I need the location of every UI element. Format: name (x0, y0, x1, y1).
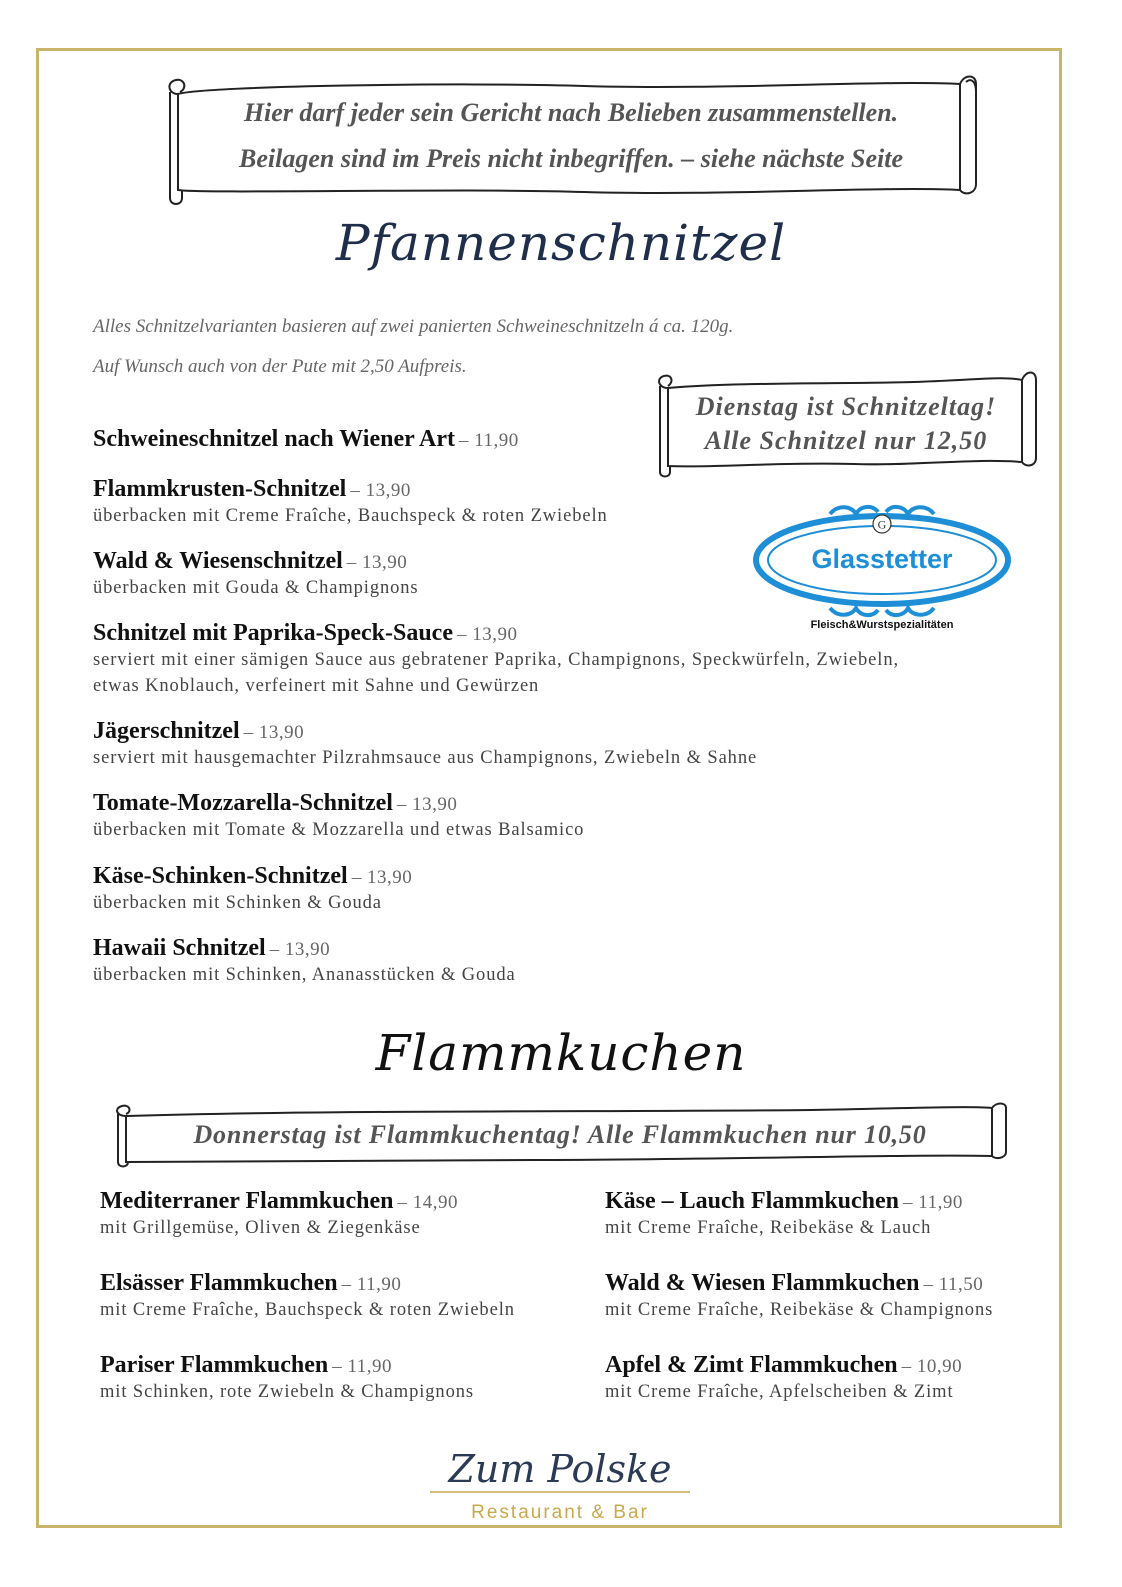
item-price: – 13,90 (269, 939, 331, 960)
item-name: Hawaii Schnitzel (93, 935, 266, 961)
glasstetter-emblem-letter: G (877, 517, 887, 532)
item-description: mit Creme Fraîche, Reibekäse & Lauch (605, 1218, 932, 1238)
item-name: Käse-Schinken-Schnitzel (93, 863, 348, 889)
menu-item (93, 790, 584, 843)
glasstetter-logo-graphic (752, 500, 1014, 634)
item-description: überbacken mit Schinken & Gouda (93, 893, 382, 913)
item-price: – 13,90 (346, 552, 408, 573)
item-price: – 11,90 (341, 1274, 402, 1295)
menu-item (605, 1352, 962, 1405)
zum-polske-subtitle: Restaurant & Bar (471, 1502, 649, 1523)
schnitzel-intro-line2: Auf Wunsch auch von der Pute mit 2,50 Aufpreis. (93, 356, 467, 377)
top-notice-line1: Hier darf jeder sein Gericht nach Belieben zusammenstellen. (243, 98, 899, 127)
flammkuchen-section-title: Flammkuchen (375, 1024, 747, 1082)
schnitzel-intro-line1: Alles Schnitzelvarianten basieren auf zwei panierten Schweineschnitzeln á ca. 120g. (93, 316, 734, 337)
item-name: Mediterraner Flammkuchen (100, 1188, 394, 1214)
top-notice-line2: Beilagen sind im Preis nicht inbegriffen. – siehe nächste Seite (239, 144, 903, 173)
menu-item (93, 935, 516, 988)
item-name: Wald & Wiesen Flammkuchen (605, 1270, 920, 1296)
menu-item (100, 1352, 474, 1405)
item-description: überbacken mit Gouda & Champignons (93, 578, 419, 598)
top-notice-banner (164, 72, 978, 206)
menu-item (93, 476, 608, 529)
item-description: serviert mit einer sämigen Sauce aus gebratener Paprika, Champignons, Speckwürfeln, Zwiebeln, (93, 650, 900, 670)
menu-item (93, 548, 419, 601)
zum-polske-logo (420, 1436, 700, 1526)
item-name: Tomate-Mozzarella-Schnitzel (93, 790, 393, 816)
item-description: mit Grillgemüse, Oliven & Ziegenkäse (100, 1218, 421, 1238)
glasstetter-tagline: Fleisch&Wurstspezialitäten (810, 619, 954, 631)
item-name: Pariser Flammkuchen (100, 1352, 329, 1378)
item-name: Apfel & Zimt Flammkuchen (605, 1352, 898, 1378)
glasstetter-name: Glasstetter (811, 544, 953, 574)
item-name: Elsässer Flammkuchen (100, 1270, 338, 1296)
item-price: – 11,50 (923, 1274, 984, 1295)
item-price: – 11,90 (903, 1192, 963, 1213)
item-name: Flammkrusten-Schnitzel (93, 476, 347, 502)
item-name: Schnitzel mit Paprika-Speck-Sauce (93, 620, 453, 646)
item-description: überbacken mit Creme Fraîche, Bauchspeck & roten Zwiebeln (93, 506, 608, 526)
item-price: – 14,90 (397, 1192, 458, 1213)
item-description: mit Creme Fraîche, Reibekäse & Champignons (605, 1300, 994, 1320)
item-price: – 13,90 (243, 722, 305, 743)
schnitzel-section-title: Pfannenschnitzel (335, 214, 787, 272)
item-price: – 13,90 (457, 624, 518, 645)
item-description: mit Creme Fraîche, Apfelscheiben & Zimt (605, 1382, 954, 1402)
item-description: mit Creme Fraîche, Bauchspeck & roten Zwiebeln (100, 1300, 515, 1320)
schnitzel-promo-line1: Dienstag ist Schnitzeltag! (695, 392, 997, 421)
menu-item (93, 863, 412, 916)
item-description: überbacken mit Schinken, Ananasstücken & Gouda (93, 965, 516, 985)
item-name: Schweineschnitzel nach Wiener Art (93, 426, 455, 452)
item-name: Jägerschnitzel (93, 718, 240, 744)
item-description-line2: etwas Knoblauch, verfeinert mit Sahne und Gewürzen (93, 676, 540, 696)
flammkuchen-promo-banner (112, 1102, 1008, 1168)
menu-item (93, 426, 519, 453)
item-description: mit Schinken, rote Zwiebeln & Champignons (100, 1382, 474, 1402)
menu-item (605, 1188, 963, 1241)
item-price: – 11,90 (459, 430, 519, 451)
menu-item (100, 1270, 515, 1323)
item-name: Wald & Wiesenschnitzel (93, 548, 343, 574)
item-description: überbacken mit Tomate & Mozzarella und etwas Balsamico (93, 820, 585, 840)
menu-item (93, 718, 757, 771)
glasstetter-logo (752, 500, 1014, 634)
zum-polske-name: Zum Polske (448, 1447, 672, 1491)
item-price: – 13,90 (351, 867, 413, 888)
schnitzel-promo-banner (654, 368, 1038, 478)
schnitzel-promo-line2: Alle Schnitzel nur 12,50 (704, 426, 988, 455)
zum-polske-logo-graphic (420, 1436, 700, 1526)
menu-item (605, 1270, 993, 1323)
item-name: Käse – Lauch Flammkuchen (605, 1188, 900, 1214)
item-price: – 13,90 (396, 794, 458, 815)
item-price: – 11,90 (332, 1356, 392, 1377)
menu-item (100, 1188, 458, 1241)
item-price: – 13,90 (350, 480, 411, 501)
item-description: serviert mit hausgemachter Pilzrahmsauce aus Champignons, Zwiebeln & Sahne (93, 748, 758, 768)
item-price: – 10,90 (901, 1356, 963, 1377)
flammkuchen-promo-text: Donnerstag ist Flammkuchentag! Alle Flammkuchen nur 10,50 (193, 1120, 927, 1149)
